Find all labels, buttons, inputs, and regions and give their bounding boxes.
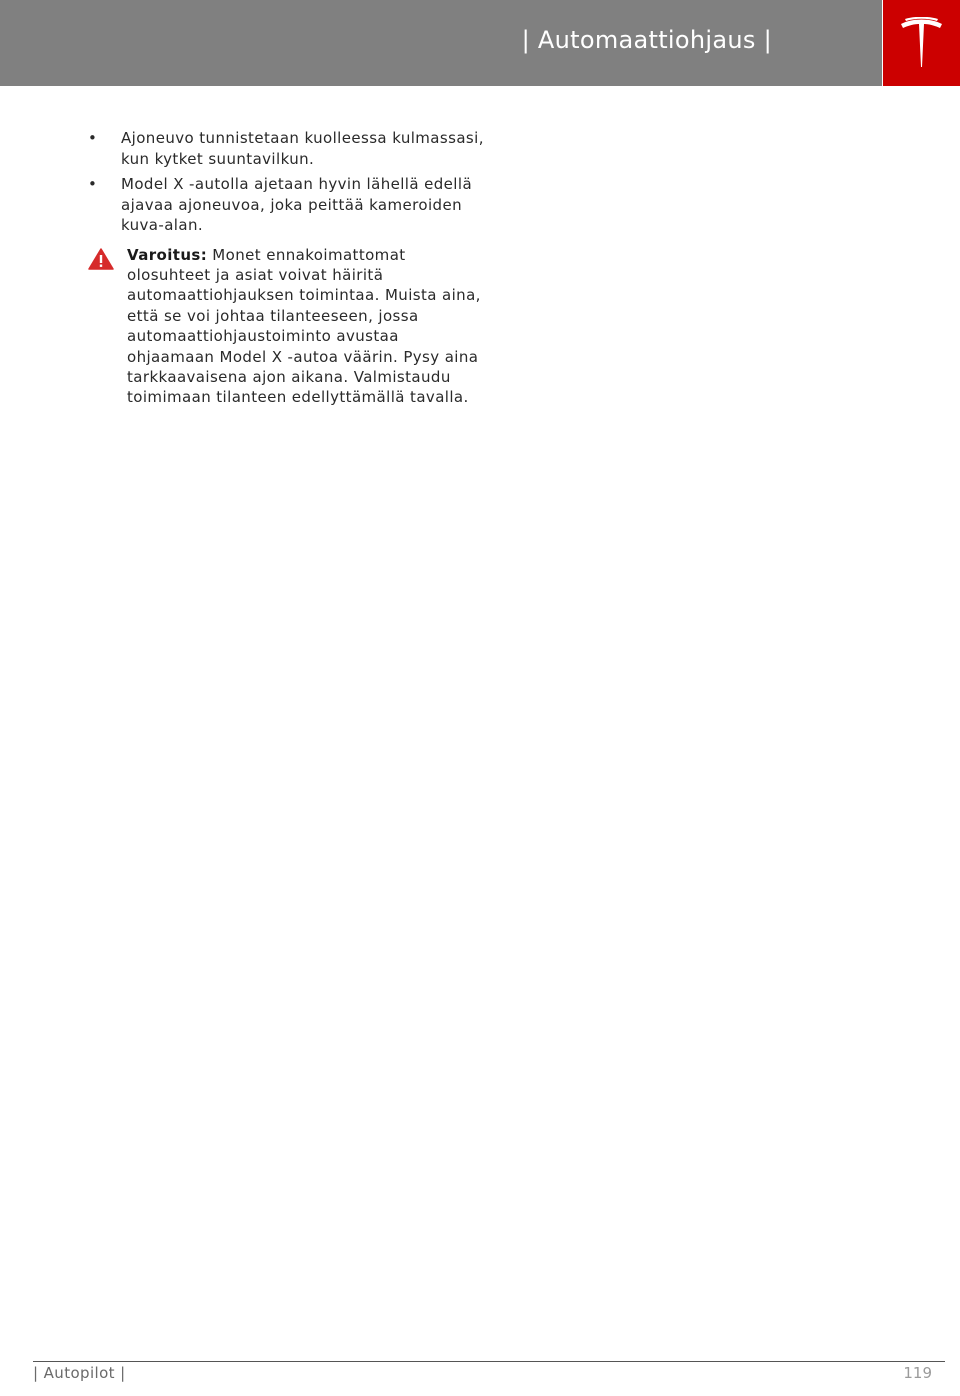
list-item-text: Ajoneuvo tunnistetaan kuolleessa kulmassasi, kun kytket suuntavilkun. bbox=[121, 129, 484, 168]
warning-label: Varoitus: bbox=[127, 245, 208, 264]
bullet-marker: • bbox=[88, 175, 98, 193]
footer-section-label: | Autopilot | bbox=[33, 1364, 126, 1382]
list-item bbox=[88, 128, 488, 169]
warning-note bbox=[88, 245, 488, 408]
warning-triangle-icon bbox=[88, 248, 114, 270]
warning-text: Monet ennakoimattomat olosuhteet ja asiat voivat häiritä automaattiohjauksen toimintaa. Muista aina, että se voi johtaa tilanteeseen, jossa automaattiohjaustoiminto avustaa ohjaamaan Model X -autoa väärin. Pysy aina tarkkaavaisena ajon aikana. Valmistaudu toimimaan tilanteen edellyttämällä tavalla. bbox=[127, 245, 481, 407]
footer-divider bbox=[33, 1361, 945, 1362]
page-title: | Automaattiohjaus | bbox=[521, 26, 772, 54]
page-number: 119 bbox=[903, 1364, 932, 1382]
bullet-list bbox=[88, 128, 488, 236]
main-content bbox=[88, 128, 488, 408]
list-item-text: Model X -autolla ajetaan hyvin lähellä edellä ajavaa ajoneuvoa, joka peittää kameroiden kuva-alan. bbox=[121, 175, 473, 234]
logo-box bbox=[883, 0, 960, 86]
list-item bbox=[88, 174, 488, 236]
header-bar bbox=[0, 0, 882, 86]
bullet-marker: • bbox=[88, 129, 98, 147]
tesla-logo-icon bbox=[900, 17, 943, 69]
